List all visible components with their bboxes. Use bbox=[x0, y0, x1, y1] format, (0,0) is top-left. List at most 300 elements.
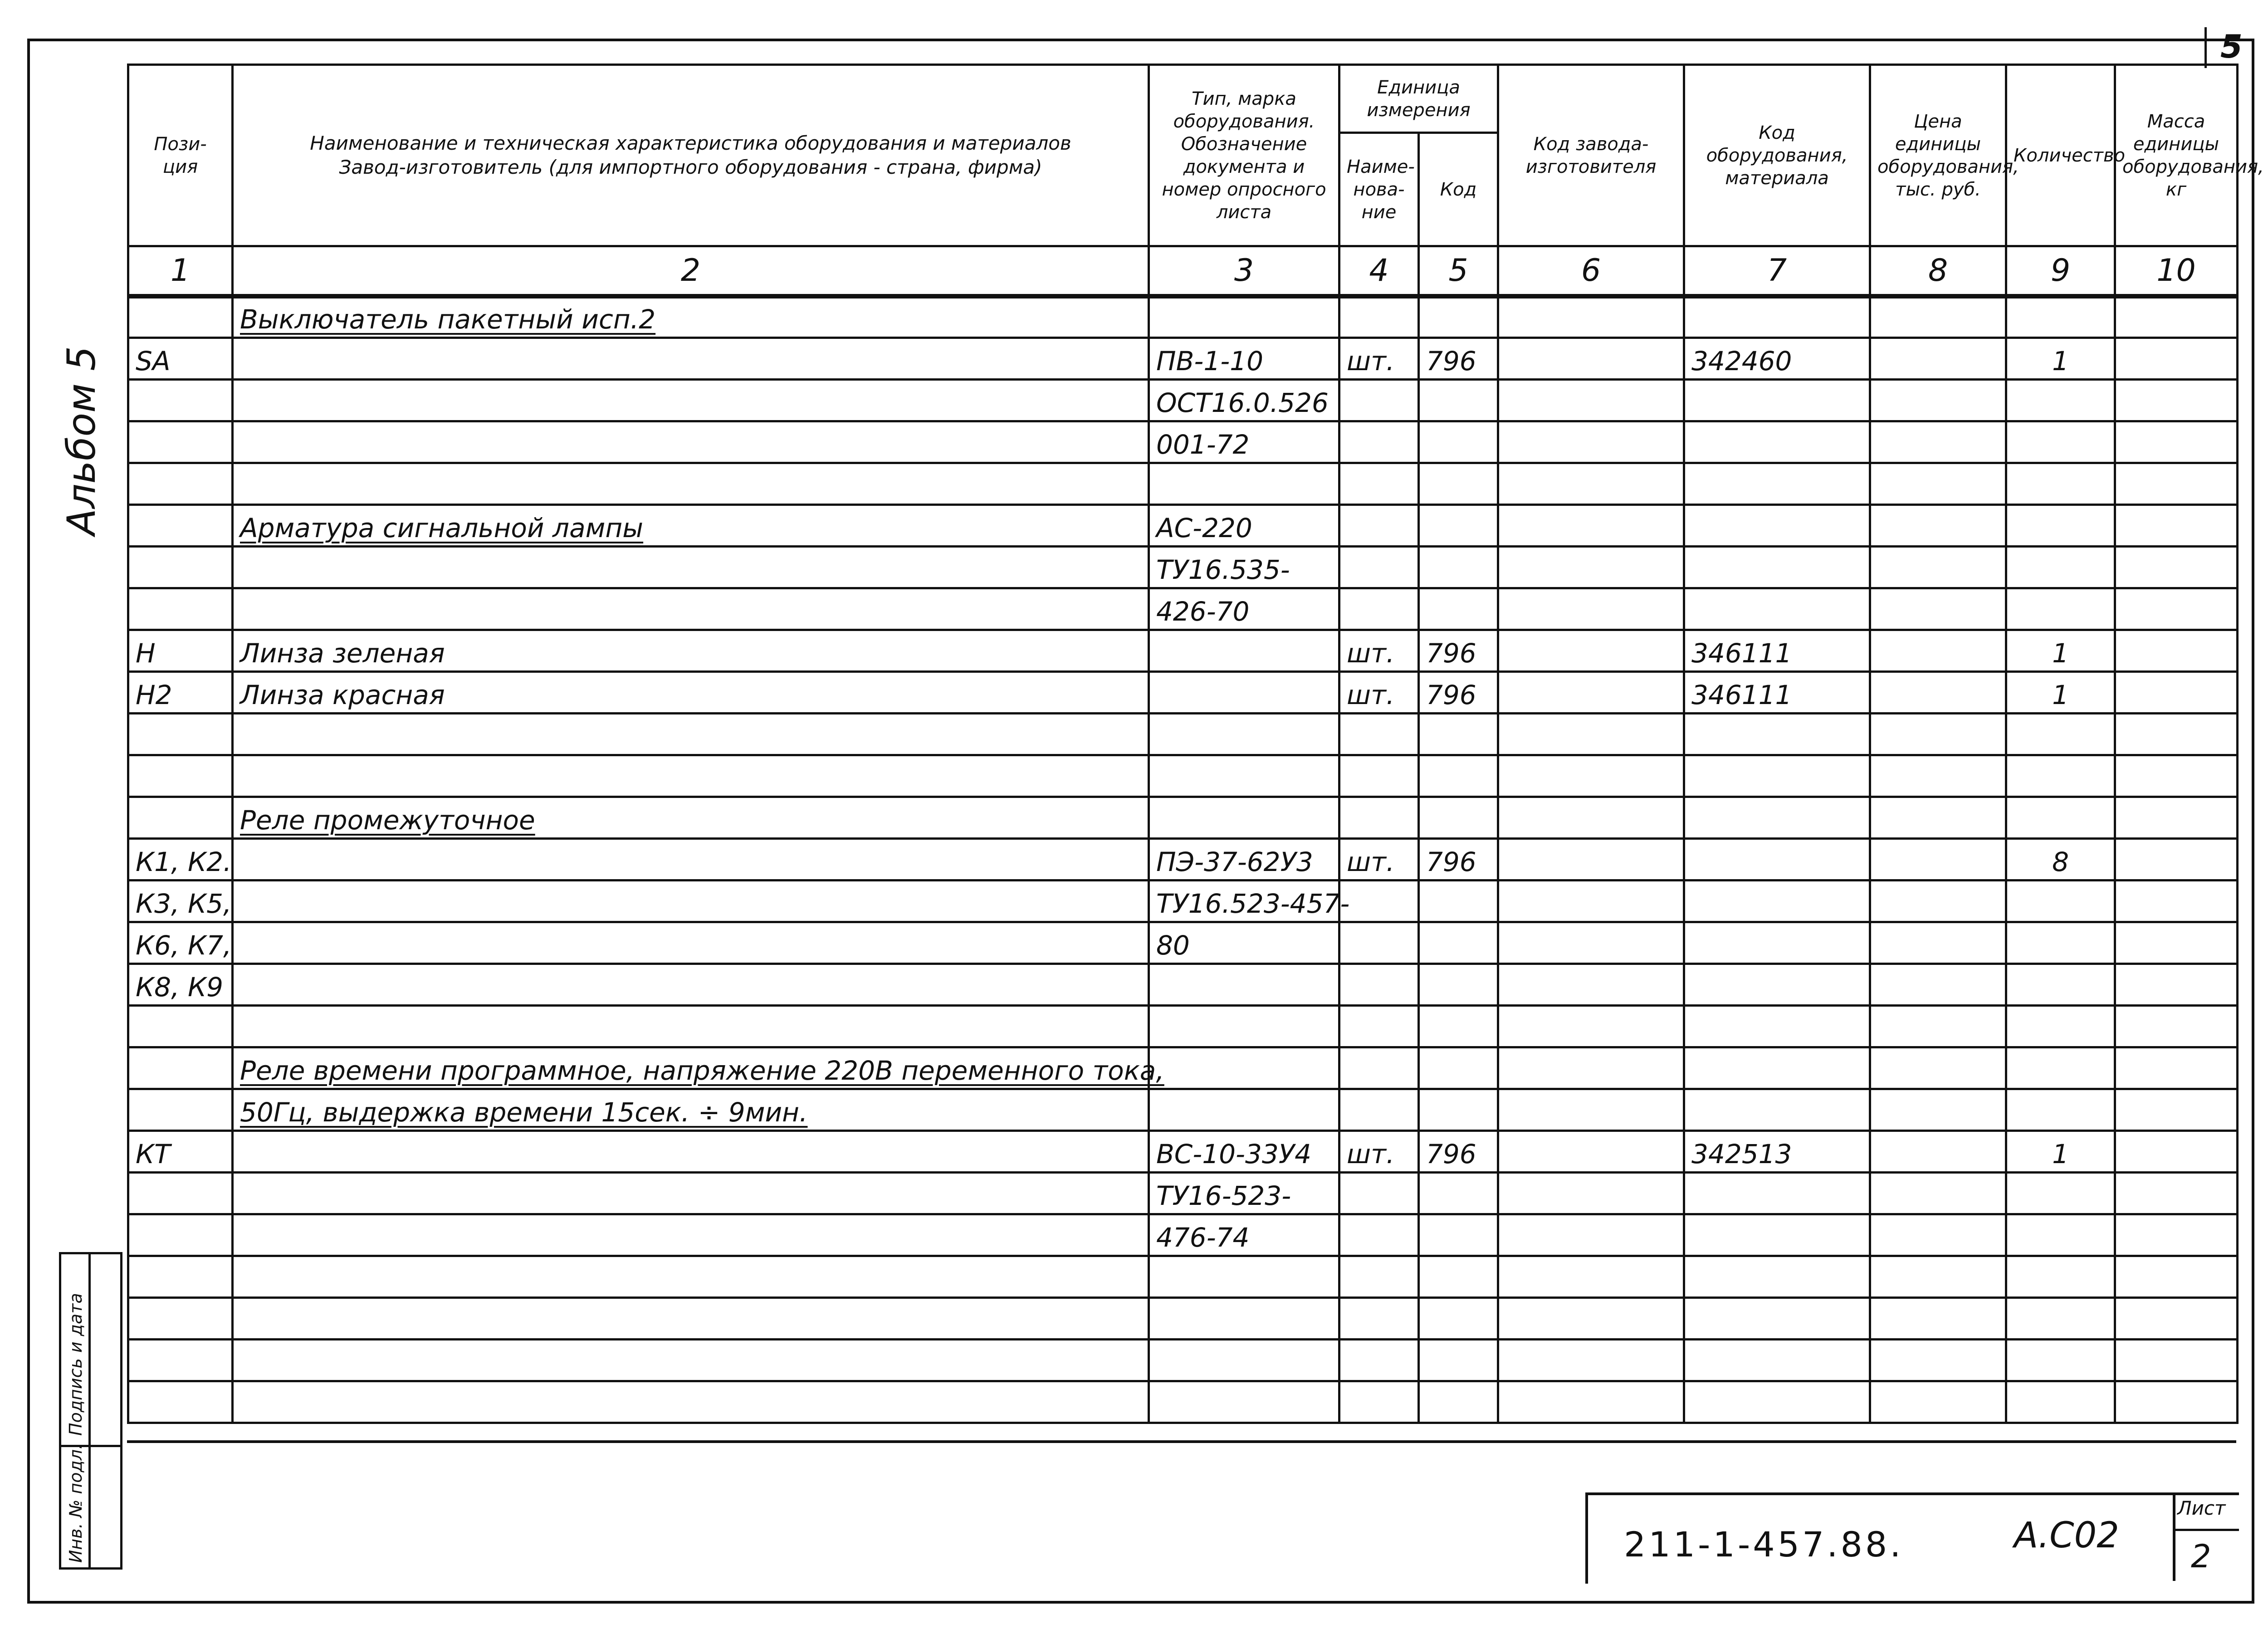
cell-position: H bbox=[128, 630, 233, 672]
cell-factory-code bbox=[1498, 547, 1684, 588]
cell-type: ПВ-1-10 bbox=[1149, 338, 1339, 380]
cell-position: К8, К9 bbox=[128, 964, 233, 1006]
cell-unit: шт. bbox=[1339, 338, 1419, 380]
cell-qty bbox=[2006, 964, 2115, 1006]
cell-equipment-code bbox=[1684, 1214, 1870, 1256]
cell-mass bbox=[2115, 797, 2238, 839]
cell-qty bbox=[2006, 1298, 2115, 1340]
table-row bbox=[128, 714, 2238, 755]
table-row bbox=[128, 505, 2238, 547]
header-name-line2: Завод-изготовитель (для импортного оборудования - страна, фирма) bbox=[339, 156, 1042, 178]
cell-price bbox=[1870, 1089, 2006, 1131]
cell-type: ТУ16-523- bbox=[1149, 1173, 1339, 1214]
table-row bbox=[128, 1006, 2238, 1047]
sheet-number: 2 bbox=[2191, 1538, 2211, 1575]
cell-unit-code: 796 bbox=[1419, 630, 1498, 672]
cell-unit bbox=[1339, 922, 1419, 964]
cell-qty bbox=[2006, 1340, 2115, 1381]
cell-unit-code bbox=[1419, 588, 1498, 630]
cell-equipment-code: 346111 bbox=[1684, 630, 1870, 672]
sheet-label: Лист bbox=[2177, 1497, 2226, 1519]
cell-type bbox=[1149, 964, 1339, 1006]
table-row bbox=[128, 463, 2238, 505]
cell-type bbox=[1149, 672, 1339, 714]
cell-position: К3, К5, bbox=[128, 881, 233, 922]
cell-position bbox=[128, 1298, 233, 1340]
cell-type bbox=[1149, 1047, 1339, 1089]
cell-unit bbox=[1339, 547, 1419, 588]
header-name bbox=[233, 65, 1149, 246]
column-number: 5 bbox=[1419, 246, 1498, 296]
cell-type: ТУ16.523-457- bbox=[1149, 881, 1339, 922]
table-row bbox=[128, 630, 2238, 672]
cell-name: Реле промежуточное bbox=[233, 797, 1149, 839]
cell-equipment-code bbox=[1684, 421, 1870, 463]
cell-unit-code: 796 bbox=[1419, 672, 1498, 714]
cell-name bbox=[233, 922, 1149, 964]
cell-unit bbox=[1339, 797, 1419, 839]
cell-name bbox=[233, 1173, 1149, 1214]
cell-factory-code bbox=[1498, 672, 1684, 714]
cell-unit bbox=[1339, 964, 1419, 1006]
cell-price bbox=[1870, 1340, 2006, 1381]
table-row bbox=[128, 755, 2238, 797]
header-unit-name: Наиме- нова- ние bbox=[1339, 133, 1419, 246]
cell-mass bbox=[2115, 588, 2238, 630]
cell-position bbox=[128, 588, 233, 630]
cell-unit bbox=[1339, 463, 1419, 505]
cell-unit bbox=[1339, 881, 1419, 922]
cell-price bbox=[1870, 1298, 2006, 1340]
cell-factory-code bbox=[1498, 797, 1684, 839]
cell-type bbox=[1149, 1381, 1339, 1423]
cell-unit bbox=[1339, 755, 1419, 797]
header-pos: Пози- ция bbox=[128, 65, 233, 246]
cell-equipment-code bbox=[1684, 881, 1870, 922]
cell-mass bbox=[2115, 714, 2238, 755]
cell-qty bbox=[2006, 1256, 2115, 1298]
cell-factory-code bbox=[1498, 1089, 1684, 1131]
cell-unit-code: 796 bbox=[1419, 338, 1498, 380]
cell-name: Линза зеленая bbox=[233, 630, 1149, 672]
cell-price bbox=[1870, 1173, 2006, 1214]
cell-factory-code bbox=[1498, 755, 1684, 797]
cell-unit bbox=[1339, 505, 1419, 547]
cell-equipment-code bbox=[1684, 1089, 1870, 1131]
column-number: 4 bbox=[1339, 246, 1419, 296]
cell-mass bbox=[2115, 1047, 2238, 1089]
cell-position bbox=[128, 797, 233, 839]
table-row bbox=[128, 1381, 2238, 1423]
cell-unit-code bbox=[1419, 1089, 1498, 1131]
cell-qty bbox=[2006, 1047, 2115, 1089]
cell-position bbox=[128, 463, 233, 505]
column-number: 6 bbox=[1498, 246, 1684, 296]
cell-mass bbox=[2115, 1006, 2238, 1047]
table-row bbox=[128, 797, 2238, 839]
cell-position bbox=[128, 1173, 233, 1214]
cell-unit-code bbox=[1419, 755, 1498, 797]
cell-mass bbox=[2115, 338, 2238, 380]
cell-equipment-code bbox=[1684, 1298, 1870, 1340]
table-row bbox=[128, 672, 2238, 714]
cell-qty: 8 bbox=[2006, 839, 2115, 881]
cell-equipment-code bbox=[1684, 1173, 1870, 1214]
cell-mass bbox=[2115, 1214, 2238, 1256]
cell-qty bbox=[2006, 881, 2115, 922]
cell-qty: 1 bbox=[2006, 1131, 2115, 1173]
cell-type bbox=[1149, 1089, 1339, 1131]
cell-mass bbox=[2115, 1298, 2238, 1340]
cell-qty bbox=[2006, 380, 2115, 421]
table-row bbox=[128, 1298, 2238, 1340]
cell-factory-code bbox=[1498, 1298, 1684, 1340]
table-row bbox=[128, 964, 2238, 1006]
table-row bbox=[128, 380, 2238, 421]
cell-factory-code bbox=[1498, 1131, 1684, 1173]
cell-factory-code bbox=[1498, 463, 1684, 505]
cell-price bbox=[1870, 421, 2006, 463]
cell-unit-code bbox=[1419, 1006, 1498, 1047]
cell-name: Арматура сигнальной лампы bbox=[233, 505, 1149, 547]
cell-position bbox=[128, 1214, 233, 1256]
table-row bbox=[128, 1089, 2238, 1131]
cell-unit-code bbox=[1419, 797, 1498, 839]
cell-equipment-code bbox=[1684, 1256, 1870, 1298]
table-row bbox=[128, 922, 2238, 964]
cell-equipment-code bbox=[1684, 547, 1870, 588]
table-row bbox=[128, 1173, 2238, 1214]
cell-qty: 1 bbox=[2006, 672, 2115, 714]
header-qty: Количество bbox=[2006, 65, 2115, 246]
column-number-row bbox=[128, 246, 2238, 296]
cell-unit bbox=[1339, 296, 1419, 338]
cell-unit-code bbox=[1419, 922, 1498, 964]
column-number: 1 bbox=[128, 246, 233, 296]
cell-unit bbox=[1339, 588, 1419, 630]
cell-price bbox=[1870, 463, 2006, 505]
cell-type bbox=[1149, 296, 1339, 338]
cell-unit bbox=[1339, 421, 1419, 463]
cell-equipment-code bbox=[1684, 1340, 1870, 1381]
cell-mass bbox=[2115, 1340, 2238, 1381]
cell-factory-code bbox=[1498, 1381, 1684, 1423]
cell-type bbox=[1149, 755, 1339, 797]
cell-name bbox=[233, 881, 1149, 922]
cell-qty bbox=[2006, 1006, 2115, 1047]
cell-equipment-code: 346111 bbox=[1684, 672, 1870, 714]
cell-qty bbox=[2006, 547, 2115, 588]
table-row bbox=[128, 547, 2238, 588]
cell-mass bbox=[2115, 380, 2238, 421]
cell-unit-code bbox=[1419, 421, 1498, 463]
cell-position bbox=[128, 1006, 233, 1047]
cell-equipment-code: 342460 bbox=[1684, 338, 1870, 380]
header-name-line1: Наименование и техническая характеристика оборудования и материалов bbox=[310, 132, 1071, 154]
cell-equipment-code bbox=[1684, 797, 1870, 839]
cell-unit bbox=[1339, 1006, 1419, 1047]
cell-type bbox=[1149, 1298, 1339, 1340]
cell-position: К1, К2. bbox=[128, 839, 233, 881]
cell-mass bbox=[2115, 630, 2238, 672]
cell-qty bbox=[2006, 714, 2115, 755]
cell-price bbox=[1870, 714, 2006, 755]
cell-qty bbox=[2006, 922, 2115, 964]
cell-unit bbox=[1339, 1089, 1419, 1131]
cell-mass bbox=[2115, 1089, 2238, 1131]
cell-mass bbox=[2115, 1381, 2238, 1423]
cell-name bbox=[233, 338, 1149, 380]
cell-position bbox=[128, 1381, 233, 1423]
cell-qty bbox=[2006, 296, 2115, 338]
cell-equipment-code bbox=[1684, 755, 1870, 797]
cell-equipment-code bbox=[1684, 296, 1870, 338]
cell-name bbox=[233, 1006, 1149, 1047]
cell-equipment-code: 342513 bbox=[1684, 1131, 1870, 1173]
cell-name bbox=[233, 463, 1149, 505]
cell-unit-code bbox=[1419, 296, 1498, 338]
cell-mass bbox=[2115, 672, 2238, 714]
cell-position bbox=[128, 1340, 233, 1381]
table-row bbox=[128, 881, 2238, 922]
cell-type bbox=[1149, 630, 1339, 672]
header-unit-group: Единица измерения bbox=[1339, 65, 1498, 133]
table-row bbox=[128, 839, 2238, 881]
cell-equipment-code bbox=[1684, 839, 1870, 881]
cell-price bbox=[1870, 547, 2006, 588]
table-row bbox=[128, 338, 2238, 380]
cell-mass bbox=[2115, 1173, 2238, 1214]
cell-type bbox=[1149, 463, 1339, 505]
cell-price bbox=[1870, 964, 2006, 1006]
header-factory-code: Код завода- изготовителя bbox=[1498, 65, 1684, 246]
cell-factory-code bbox=[1498, 922, 1684, 964]
cell-factory-code bbox=[1498, 1256, 1684, 1298]
cell-equipment-code bbox=[1684, 1006, 1870, 1047]
cell-type bbox=[1149, 1340, 1339, 1381]
cell-unit-code bbox=[1419, 1298, 1498, 1340]
table-row bbox=[128, 296, 2238, 338]
cell-type: 476-74 bbox=[1149, 1214, 1339, 1256]
cell-name bbox=[233, 1340, 1149, 1381]
cell-unit-code: 796 bbox=[1419, 839, 1498, 881]
cell-mass bbox=[2115, 1256, 2238, 1298]
header-type: Тип, марка оборудования. Обозначение документа и номер опросного листа bbox=[1149, 65, 1339, 246]
cell-price bbox=[1870, 588, 2006, 630]
cell-unit bbox=[1339, 380, 1419, 421]
cell-mass bbox=[2115, 296, 2238, 338]
cell-position bbox=[128, 1256, 233, 1298]
cell-mass bbox=[2115, 463, 2238, 505]
cell-unit bbox=[1339, 1047, 1419, 1089]
cell-qty bbox=[2006, 755, 2115, 797]
cell-factory-code bbox=[1498, 839, 1684, 881]
cell-position bbox=[128, 1047, 233, 1089]
table-row bbox=[128, 588, 2238, 630]
cell-factory-code bbox=[1498, 714, 1684, 755]
document-code: А.С02 bbox=[2014, 1515, 2119, 1556]
cell-unit-code bbox=[1419, 463, 1498, 505]
cell-position bbox=[128, 1089, 233, 1131]
cell-position: H2 bbox=[128, 672, 233, 714]
cell-factory-code bbox=[1498, 1173, 1684, 1214]
cell-name bbox=[233, 1256, 1149, 1298]
cell-unit-code bbox=[1419, 1340, 1498, 1381]
stamp-column bbox=[59, 1252, 122, 1570]
header-equipment-code: Код оборудования, материала bbox=[1684, 65, 1870, 246]
cell-unit-code bbox=[1419, 881, 1498, 922]
specification-table bbox=[127, 64, 2264, 1424]
cell-position bbox=[128, 296, 233, 338]
cell-price bbox=[1870, 1256, 2006, 1298]
cell-equipment-code bbox=[1684, 463, 1870, 505]
cell-name bbox=[233, 1298, 1149, 1340]
cell-unit bbox=[1339, 1340, 1419, 1381]
cell-unit: шт. bbox=[1339, 630, 1419, 672]
cell-type: ТУ16.535- bbox=[1149, 547, 1339, 588]
cell-mass bbox=[2115, 547, 2238, 588]
column-number: 8 bbox=[1870, 246, 2006, 296]
cell-factory-code bbox=[1498, 1047, 1684, 1089]
cell-unit-code bbox=[1419, 1047, 1498, 1089]
cell-price bbox=[1870, 881, 2006, 922]
cell-position: КТ bbox=[128, 1131, 233, 1173]
cell-qty bbox=[2006, 463, 2115, 505]
table-body bbox=[128, 296, 2238, 1423]
cell-qty: 1 bbox=[2006, 630, 2115, 672]
column-number: 9 bbox=[2006, 246, 2115, 296]
cell-position bbox=[128, 547, 233, 588]
cell-qty bbox=[2006, 1173, 2115, 1214]
cell-unit-code bbox=[1419, 1214, 1498, 1256]
cell-price bbox=[1870, 922, 2006, 964]
cell-price bbox=[1870, 1131, 2006, 1173]
cell-name bbox=[233, 547, 1149, 588]
cell-type: АС-220 bbox=[1149, 505, 1339, 547]
cell-mass bbox=[2115, 881, 2238, 922]
cell-name: Реле времени программное, напряжение 220В переменного тока, bbox=[233, 1047, 1149, 1089]
cell-type: 001-72 bbox=[1149, 421, 1339, 463]
cell-price bbox=[1870, 1381, 2006, 1423]
cell-name bbox=[233, 1131, 1149, 1173]
cell-type bbox=[1149, 1256, 1339, 1298]
cell-mass bbox=[2115, 839, 2238, 881]
cell-unit-code bbox=[1419, 714, 1498, 755]
column-number: 7 bbox=[1684, 246, 1870, 296]
cell-mass bbox=[2115, 964, 2238, 1006]
cell-type: 80 bbox=[1149, 922, 1339, 964]
cell-qty: 1 bbox=[2006, 338, 2115, 380]
cell-name bbox=[233, 588, 1149, 630]
cell-unit: шт. bbox=[1339, 672, 1419, 714]
cell-position: К6, К7, bbox=[128, 922, 233, 964]
cell-price bbox=[1870, 630, 2006, 672]
cell-position bbox=[128, 421, 233, 463]
cell-unit bbox=[1339, 1214, 1419, 1256]
album-label: Альбом 5 bbox=[59, 346, 104, 535]
cell-unit-code bbox=[1419, 547, 1498, 588]
cell-type: ОСТ16.0.526 bbox=[1149, 380, 1339, 421]
cell-type: 426-70 bbox=[1149, 588, 1339, 630]
stamp-inv-label: Инв. № подл. bbox=[66, 1443, 86, 1563]
sheet-corner-number: 5 bbox=[2220, 28, 2243, 65]
cell-equipment-code bbox=[1684, 588, 1870, 630]
cell-qty bbox=[2006, 1214, 2115, 1256]
cell-equipment-code bbox=[1684, 1381, 1870, 1423]
cell-price bbox=[1870, 380, 2006, 421]
cell-equipment-code bbox=[1684, 380, 1870, 421]
table-row bbox=[128, 421, 2238, 463]
cell-price bbox=[1870, 797, 2006, 839]
table-row bbox=[128, 1256, 2238, 1298]
cell-qty bbox=[2006, 797, 2115, 839]
cell-factory-code bbox=[1498, 380, 1684, 421]
cell-unit: шт. bbox=[1339, 1131, 1419, 1173]
cell-qty bbox=[2006, 421, 2115, 463]
cell-type bbox=[1149, 797, 1339, 839]
cell-price bbox=[1870, 505, 2006, 547]
cell-price bbox=[1870, 1047, 2006, 1089]
cell-unit-code bbox=[1419, 1381, 1498, 1423]
cell-factory-code bbox=[1498, 338, 1684, 380]
cell-name: Линза красная bbox=[233, 672, 1149, 714]
cell-price bbox=[1870, 672, 2006, 714]
header-price: Цена единицы оборудования, тыс. руб. bbox=[1870, 65, 2006, 246]
cell-name bbox=[233, 839, 1149, 881]
cell-qty bbox=[2006, 505, 2115, 547]
cell-name bbox=[233, 1381, 1149, 1423]
cell-factory-code bbox=[1498, 630, 1684, 672]
cell-position bbox=[128, 380, 233, 421]
cell-equipment-code bbox=[1684, 1047, 1870, 1089]
cell-position: SA bbox=[128, 338, 233, 380]
table-row bbox=[128, 1340, 2238, 1381]
cell-mass bbox=[2115, 1131, 2238, 1173]
cell-equipment-code bbox=[1684, 714, 1870, 755]
cell-unit bbox=[1339, 1256, 1419, 1298]
cell-mass bbox=[2115, 505, 2238, 547]
cell-factory-code bbox=[1498, 505, 1684, 547]
cell-unit bbox=[1339, 714, 1419, 755]
cell-name bbox=[233, 964, 1149, 1006]
stamp-signature-label: Подпись и дата bbox=[66, 1293, 86, 1436]
cell-factory-code bbox=[1498, 1214, 1684, 1256]
cell-unit bbox=[1339, 1173, 1419, 1214]
cell-type: ВС-10-33У4 bbox=[1149, 1131, 1339, 1173]
cell-price bbox=[1870, 1006, 2006, 1047]
cell-name bbox=[233, 421, 1149, 463]
cell-mass bbox=[2115, 922, 2238, 964]
cell-equipment-code bbox=[1684, 922, 1870, 964]
header-mass: Масса единицы оборудования, кг bbox=[2115, 65, 2238, 246]
cell-unit-code bbox=[1419, 1173, 1498, 1214]
stamp-divider bbox=[88, 1254, 91, 1567]
cell-type bbox=[1149, 1006, 1339, 1047]
column-number: 10 bbox=[2115, 246, 2238, 296]
cell-unit-code bbox=[1419, 1256, 1498, 1298]
cell-equipment-code bbox=[1684, 505, 1870, 547]
cell-type: ПЭ-37-62У3 bbox=[1149, 839, 1339, 881]
column-number: 3 bbox=[1149, 246, 1339, 296]
cell-unit-code bbox=[1419, 380, 1498, 421]
cell-factory-code bbox=[1498, 1340, 1684, 1381]
cell-price bbox=[1870, 1214, 2006, 1256]
cell-mass bbox=[2115, 755, 2238, 797]
cell-qty bbox=[2006, 1381, 2115, 1423]
cell-qty bbox=[2006, 1089, 2115, 1131]
cell-position bbox=[128, 755, 233, 797]
cell-name bbox=[233, 380, 1149, 421]
